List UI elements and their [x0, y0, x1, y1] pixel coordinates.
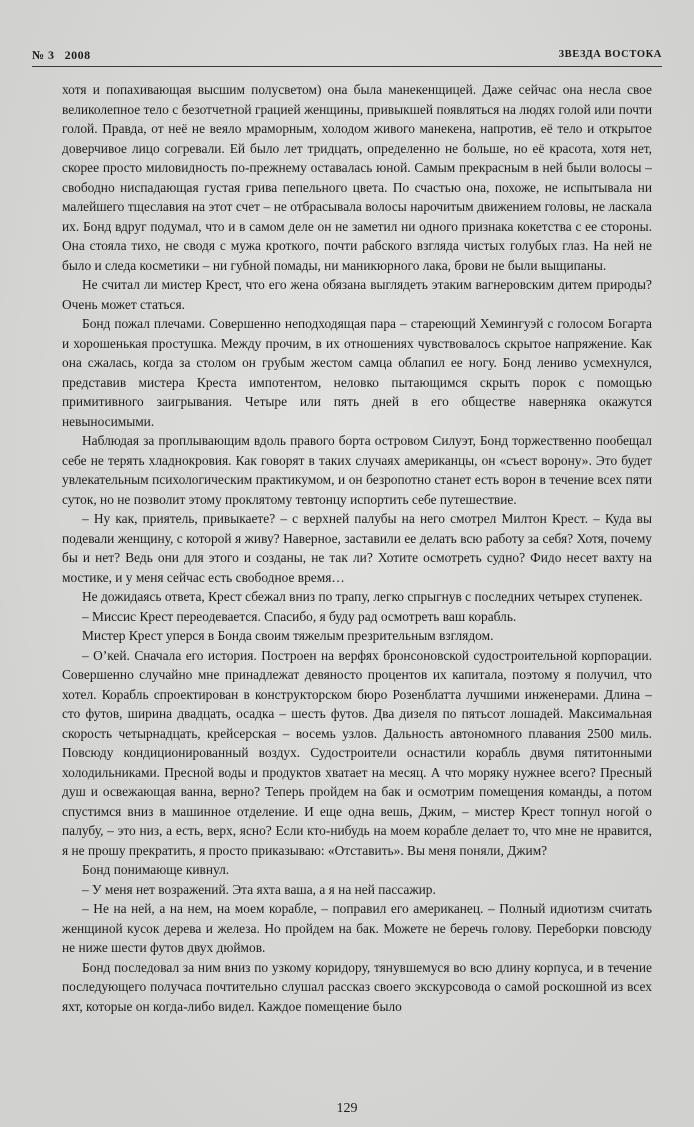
running-header: [32, 46, 662, 67]
issue-year: 2008: [64, 48, 91, 62]
paragraph: – О’кей. Сначала его история. Построен на верфях бронсоновской судостроительной корпорации. Совершенно случайно мне принадлежат девяносто процентов их капитала, поэтому я получил, что хотел. Корабль спроектирован в конструкторском бюро Розенблатта лучшими инженерами. Длина – сто футов, ширина двадцать, осадка – шесть футов. Два дизеля по пятьсот лошадей. Максимальная скорость четырнадцать, крейсерская – восемь узлов. Дальность автономного плавания 2500 миль. Повсюду кондиционированный воздух. Судостроители оснастили корабль двумя пятитонными холодильниками. Пресной воды и продуктов хватает на месяц. А что моряку нужнее всего? Пресный душ и освежающая ванна, верно? Теперь пройдем на бак и осмотрим помещения команды, а потом спустимся вниз в машинное отделение. И еще одна вешь, Джим, – мистер Крест топнул ногой о палубу, – это низ, а есть, верх, ясно? Если кто-нибудь на моем корабле делает то, что мне не нравится, я не прошу прекратить, я просто приказываю: «Отставить». Вы меня поняли, Джим?: [62, 647, 652, 858]
paragraph: – Миссис Крест переодевается. Спасибо, я буду рад осмотреть ваш корабль.: [82, 608, 517, 624]
paragraph: – Не на ней, а на нем, на моем корабле, – поправил его американец. – Полный идиотизм считать женщиной кусок дерева и железа. Но пройдем на бак. Можете не беречь голову. Переборки повсюду не ниже шести футов двух дюймов.: [62, 901, 652, 955]
paragraph: – Ну как, приятель, привыкаете? – с верхней палубы на него смотрел Милтон Крест. – Куда вы подевали женщину, с которой я живу? Наверное, заставили ее делать всю работу за себя? Хотя, почему бы и нет? Ведь они для этого и созданы, не так ли? Хотите осмотреть судно? Фидо несет вахту на мостике, и у меня сейчас есть свободное время…: [62, 511, 652, 585]
paragraph: Бонд пожал плечами. Совершенно неподходящая пара – стареющий Хемингуэй с голосом Богарта и хорошенькая простушка. Между прочим, в их отношениях чувствовалось скрытое напряжение. Как она сжалась, когда за столом он грубым жестом самца облапил ее ногу. Бонд лениво усмехнулся, представив мистера Креста импотентом, неловко пытающимся скрыть порок с помощью примитивного заигрывания. Четыре или пять дней в его обществе наверняка окажутся невыносимыми.: [62, 316, 652, 429]
page-number: 129: [336, 1101, 358, 1116]
journal-title: ЗВЕЗДА ВОСТОКА: [558, 49, 662, 60]
paragraph: Не дожидаясь ответа, Крест сбежал вниз по трапу, легко спрыгнув с последних четырех ступенек.: [82, 589, 643, 604]
paragraph: Бонд последовал за ним вниз по узкому коридору, тянувшемуся во всю длину корпуса, и в течение последующего получаса почтительно слушал рассказ своего экскурсовода о самой роскошной из всех яхт, которые он когда-либо видел. Каждое помещение было: [62, 959, 652, 1014]
paragraph: – У меня нет возражений. Эта яхта ваша, а я на ней пассажир.: [82, 881, 436, 897]
paragraph: хотя и попахивающая высшим полусветом) она была манекенщицей. Даже сейчас она несла свое великолепное тело с безотчетной грацией женщины, привыкшей появляться на людях голой или почти голой. Правда, от неё не веяло мраморным, холодом живого манекена, напротив, её тело и открытое доверчивое лицо согревали. Ей было лет тридцать, определенно не больше, но её красота, хотя нет, скорее просто миловидность по-прежнему оставалась юной. Самым прекрасным в ней были волосы – свободно ниспадающая густая грива пепельного цвета. По счастью она, похоже, не испытывала ни малейшего тщеславия на этот счет – не отбрасывала волосы нарочитым движением головы, не ласкала их. Бонд вдруг подумал, что и в самом деле он не заметил ни одного признака кокетства с ее стороны. Она стояла тихо, не сводя с мужа кроткого, почти рабского взгляда чистых голубых глаз. На ней не было и следа косметики – ни губной помады, ни маникюрного лака, брови не были выщипаны.: [62, 82, 652, 273]
paragraph: Не считал ли мистер Крест, что его жена обязана выглядеть этаким вагнеровским дитем природы? Очень может статься.: [62, 277, 652, 312]
paragraph: Наблюдая за проплывающим вдоль правого борта островом Силуэт, Бонд торжественно пообещал себе не терять хладнокровия. Как говорят в таких случаях американцы, он «съест ворону». Это будет увлекательным психологическим практикумом, и он безропотно станет есть ворон в течение всех пяти суток, но не позволит этому проклятому тевтонцу испортить себе путешествие.: [62, 433, 652, 507]
article-body: [62, 80, 652, 1016]
issue-number: № 3: [32, 48, 55, 62]
paragraph: Мистер Крест уперся в Бонда своим тяжелым презрительным взглядом.: [82, 628, 494, 643]
paragraph: Бонд понимающе кивнул.: [82, 862, 230, 877]
issue-label: [32, 48, 91, 63]
